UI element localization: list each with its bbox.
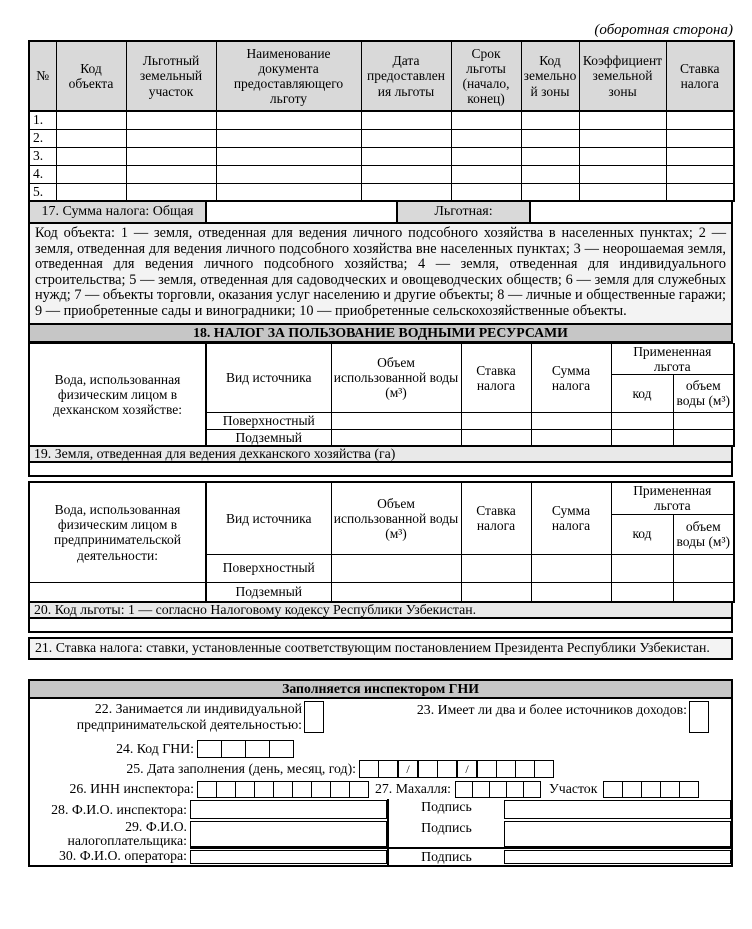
digit-box[interactable]: [515, 760, 535, 778]
digit-box[interactable]: [603, 781, 623, 798]
inspector-signature-field[interactable]: [504, 800, 731, 819]
inspector-section: [28, 679, 733, 867]
empty-cell[interactable]: [666, 183, 734, 201]
empty-cell[interactable]: [451, 183, 521, 201]
digit-box[interactable]: [534, 760, 554, 778]
dekhkan-land-field[interactable]: [28, 463, 733, 477]
empty-cell[interactable]: [673, 412, 734, 429]
table-row: [29, 129, 734, 147]
inn-mahalla-row: [30, 779, 731, 799]
form-page: [28, 20, 733, 867]
digit-box[interactable]: [489, 781, 507, 798]
tax-sum-total-label: 17. Сумма налога: Общая: [30, 202, 207, 222]
empty-cell[interactable]: [56, 111, 126, 129]
empty-cell[interactable]: [451, 147, 521, 165]
digit-box[interactable]: [378, 760, 398, 778]
signature-label: Подпись: [387, 847, 504, 865]
empty-cell[interactable]: [673, 582, 734, 602]
empty-cell[interactable]: [361, 165, 451, 183]
business-water-label: Вода, использованная физическим лицом в предпринимательской деятельности:: [29, 482, 206, 582]
signature-label: Подпись: [387, 799, 504, 820]
empty-cell[interactable]: [531, 429, 611, 446]
empty-cell[interactable]: [611, 429, 673, 446]
tax-sum-total-field[interactable]: [207, 202, 398, 222]
digit-box[interactable]: [523, 781, 541, 798]
tax-rate-note: 21. Ставка налога: ставки, установленные соответствующим постановлением Президента Республики Узбекистан.: [28, 637, 733, 660]
digit-box[interactable]: [477, 760, 497, 778]
benefit-code-row: 20. Код льготы: 1 — согласно Налоговому кодексу Республики Узбекистан.: [28, 603, 733, 619]
water-tax-section-header: 18. НАЛОГ ЗА ПОЛЬЗОВАНИЕ ВОДНЫМИ РЕСУРСАМИ: [28, 325, 733, 343]
empty-cell[interactable]: [531, 582, 611, 602]
inspector-inn-label: 26. ИНН инспектора:: [69, 781, 194, 796]
digit-box[interactable]: [496, 760, 516, 778]
row-number: 4.: [29, 165, 56, 183]
digit-box[interactable]: [235, 781, 255, 798]
row-number: 2.: [29, 129, 56, 147]
digit-box[interactable]: [359, 760, 379, 778]
dekhkan-land-row: 19. Земля, отведенная для ведения дехканского хозяйства (га): [28, 447, 733, 463]
source-surface-label: Поверхностный: [206, 412, 331, 429]
fio-inspector-field[interactable]: [190, 800, 387, 819]
empty-cell[interactable]: [361, 111, 451, 129]
empty-cell[interactable]: [461, 429, 531, 446]
col-header-applied-benefit: Примененная льгота: [611, 343, 734, 374]
empty-cell[interactable]: [331, 429, 461, 446]
digit-box[interactable]: [216, 781, 236, 798]
gni-code-label: 24. Код ГНИ:: [116, 741, 194, 756]
col-header-applied-benefit: Примененная льгота: [611, 482, 734, 514]
digit-box[interactable]: [455, 781, 473, 798]
empty-cell[interactable]: [331, 554, 461, 582]
empty-cell[interactable]: [56, 147, 126, 165]
dekhkan-water-label: Вода, использованная физическим лицом в дехканском хозяйстве:: [29, 343, 206, 446]
col-header-object-code: Код объекта: [56, 41, 126, 111]
empty-cell[interactable]: [216, 111, 361, 129]
row-number: 1.: [29, 111, 56, 129]
empty-cell[interactable]: [331, 412, 461, 429]
date-year-boxes: [477, 760, 554, 778]
col-header-benefit-code: код: [611, 514, 673, 554]
benefits-table: [28, 40, 735, 202]
col-header-benefit-volume: объем воды (м³): [673, 374, 734, 412]
empty-cell[interactable]: [521, 165, 579, 183]
benefit-code-field[interactable]: [28, 619, 733, 633]
empty-cell[interactable]: [461, 412, 531, 429]
mahalla-label: 27. Махалля:: [375, 781, 451, 796]
mahalla-boxes: [455, 781, 541, 798]
fio-operator-field[interactable]: [190, 850, 387, 864]
tax-sum-privileged-label: Льготная:: [398, 202, 531, 222]
col-header-zone-coefficient: Коэффициент земельной зоны: [579, 41, 666, 111]
digit-box[interactable]: [292, 781, 312, 798]
inspector-inn-boxes: [197, 781, 369, 798]
empty-cell[interactable]: [361, 129, 451, 147]
col-header-source-type: Вид источника: [206, 482, 331, 554]
signature-label: Подпись: [387, 820, 504, 848]
empty-cell[interactable]: [451, 129, 521, 147]
gni-code-boxes: [197, 740, 294, 758]
digit-box[interactable]: [641, 781, 661, 798]
empty-cell[interactable]: [666, 111, 734, 129]
col-header-tax-rate: Ставка налога: [461, 343, 531, 412]
empty-cell[interactable]: [521, 111, 579, 129]
empty-cell[interactable]: [331, 582, 461, 602]
source-surface-label: Поверхностный: [206, 554, 331, 582]
row-number: 5.: [29, 183, 56, 201]
benefits-header-row: [29, 41, 734, 111]
col-header-tax-amount: Сумма налога: [531, 343, 611, 412]
empty-cell[interactable]: [451, 111, 521, 129]
col-header-tax-rate: Ставка налога: [461, 482, 531, 554]
water-table-business: [28, 481, 735, 603]
empty-cell[interactable]: [666, 129, 734, 147]
col-header-land-zone-code: Код земельной зоны: [521, 41, 579, 111]
empty-cell[interactable]: [521, 183, 579, 201]
empty-cell[interactable]: [666, 147, 734, 165]
date-day-boxes: [359, 760, 398, 778]
uchastok-label: Участок: [549, 781, 598, 796]
digit-box[interactable]: [330, 781, 350, 798]
table-row: [29, 582, 734, 602]
empty-cell[interactable]: [579, 165, 666, 183]
fio-operator-row: [30, 847, 731, 865]
digit-box[interactable]: [245, 740, 270, 758]
empty-cell[interactable]: [126, 165, 216, 183]
col-header-document-name: Наименование документа предоставляющего льготу: [216, 41, 361, 111]
table-row: [29, 147, 734, 165]
date-separator: /: [398, 760, 418, 778]
gni-code-row: [30, 739, 731, 759]
digit-box[interactable]: [472, 781, 490, 798]
digit-box[interactable]: [221, 740, 246, 758]
source-underground-label: Подземный: [206, 582, 331, 602]
fio-inspector-label: 28. Ф.И.О. инспектора:: [51, 801, 187, 817]
source-underground-label: Подземный: [206, 429, 331, 446]
empty-cell[interactable]: [56, 165, 126, 183]
uchastok-boxes: [603, 781, 699, 798]
empty-cell[interactable]: [126, 183, 216, 201]
empty-cell[interactable]: [579, 111, 666, 129]
empty-cell[interactable]: [126, 147, 216, 165]
digit-box[interactable]: [311, 781, 331, 798]
digit-box[interactable]: [679, 781, 699, 798]
object-codes-note: Код объекта: 1 — земля, отведенная для ведения личного подсобного хозяйства в населенных пунктах; 2 — земля, отведенная для ведения личного подсобного хозяйства вне населенных пунктах; 3 — неорошаемая земля, отведенная для ведения личного подсобного хозяйства; 4 — земля, отведенная для индивидуального строительства; 5 — земля, отведенная для садоводческих и овощеводческих обществ; 6 — земля для служебных нужд; 7 — объекты торговли, оказания услуг населению и другие объекты; 8 — личные и общественные гаражи; 9 — приобретенные сады и виноградники; 10 — приобретенные сельскохозяйственные объекты.: [28, 224, 733, 325]
empty-cell[interactable]: [579, 129, 666, 147]
digit-box[interactable]: [622, 781, 642, 798]
col-header-water-volume: Объем использованной воды (м³): [331, 482, 461, 554]
col-header-benefit-term: Срок льготы (начало, конец): [451, 41, 521, 111]
empty-cell[interactable]: [29, 582, 206, 602]
fill-date-row: [30, 759, 731, 779]
empty-cell[interactable]: [216, 183, 361, 201]
q23-label: 23. Имеет ли два и более источников доходов:: [416, 702, 687, 717]
empty-cell[interactable]: [216, 165, 361, 183]
empty-cell[interactable]: [126, 129, 216, 147]
empty-cell[interactable]: [361, 147, 451, 165]
digit-box[interactable]: [269, 740, 294, 758]
empty-cell[interactable]: [216, 147, 361, 165]
date-month-boxes: [418, 760, 457, 778]
col-header-grant-date: Дата предоставления льготы: [361, 41, 451, 111]
empty-cell[interactable]: [451, 165, 521, 183]
empty-cell[interactable]: [611, 412, 673, 429]
fio-inspector-row: [30, 799, 731, 820]
date-separator: /: [457, 760, 477, 778]
digit-box[interactable]: [506, 781, 524, 798]
tax-sum-privileged-field[interactable]: [531, 202, 731, 222]
col-header-tax-rate: Ставка налога: [666, 41, 734, 111]
empty-cell[interactable]: [216, 129, 361, 147]
q23-checkbox[interactable]: [689, 701, 709, 733]
empty-cell[interactable]: [361, 183, 451, 201]
digit-box[interactable]: [437, 760, 457, 778]
tax-sum-row: [28, 202, 733, 224]
empty-cell[interactable]: [579, 183, 666, 201]
empty-cell[interactable]: [579, 147, 666, 165]
questions-row: [30, 699, 731, 739]
digit-box[interactable]: [197, 781, 217, 798]
fio-taxpayer-row: [30, 820, 731, 847]
row-number: 3.: [29, 147, 56, 165]
table-row: [29, 183, 734, 201]
col-header-water-volume: Объем использованной воды (м³): [331, 343, 461, 412]
empty-cell[interactable]: [611, 582, 673, 602]
empty-cell[interactable]: [673, 554, 734, 582]
page-side-note: (оборотная сторона): [594, 22, 733, 38]
empty-cell[interactable]: [461, 582, 531, 602]
empty-cell[interactable]: [56, 183, 126, 201]
col-header-privileged-plot: Льготный земельный участок: [126, 41, 216, 111]
digit-box[interactable]: [254, 781, 274, 798]
operator-signature-field[interactable]: [504, 850, 731, 864]
empty-cell[interactable]: [611, 554, 673, 582]
digit-box[interactable]: [418, 760, 438, 778]
water-table-dekhkan: [28, 343, 735, 448]
fio-taxpayer-field[interactable]: [190, 821, 387, 847]
col-header-tax-amount: Сумма налога: [531, 482, 611, 554]
col-header-source-type: Вид источника: [206, 343, 331, 412]
inspector-section-header: Заполняется инспектором ГНИ: [30, 681, 731, 699]
empty-cell[interactable]: [666, 165, 734, 183]
empty-cell[interactable]: [461, 554, 531, 582]
col-header-number: №: [29, 41, 56, 111]
empty-cell[interactable]: [56, 129, 126, 147]
table-row: [29, 165, 734, 183]
fio-taxpayer-label: 29. Ф.И.О. налогоплательщика:: [67, 819, 187, 848]
col-header-benefit-code: код: [611, 374, 673, 412]
empty-cell[interactable]: [126, 111, 216, 129]
fill-date-label: 25. Дата заполнения (день, месяц, год):: [126, 761, 356, 776]
q22-checkbox[interactable]: [304, 701, 324, 733]
taxpayer-signature-field[interactable]: [504, 821, 731, 847]
q22-label: 22. Занимается ли индивидуальной предпринимательской деятельностью:: [76, 701, 302, 732]
col-header-benefit-volume: объем воды (м³): [673, 514, 734, 554]
digit-box[interactable]: [273, 781, 293, 798]
table-row: [29, 111, 734, 129]
digit-box[interactable]: [197, 740, 222, 758]
empty-cell[interactable]: [521, 129, 579, 147]
digit-box[interactable]: [349, 781, 369, 798]
digit-box[interactable]: [660, 781, 680, 798]
empty-cell[interactable]: [673, 429, 734, 446]
fio-operator-label: 30. Ф.И.О. оператора:: [59, 848, 187, 863]
empty-cell[interactable]: [531, 554, 611, 582]
empty-cell[interactable]: [521, 147, 579, 165]
empty-cell[interactable]: [531, 412, 611, 429]
